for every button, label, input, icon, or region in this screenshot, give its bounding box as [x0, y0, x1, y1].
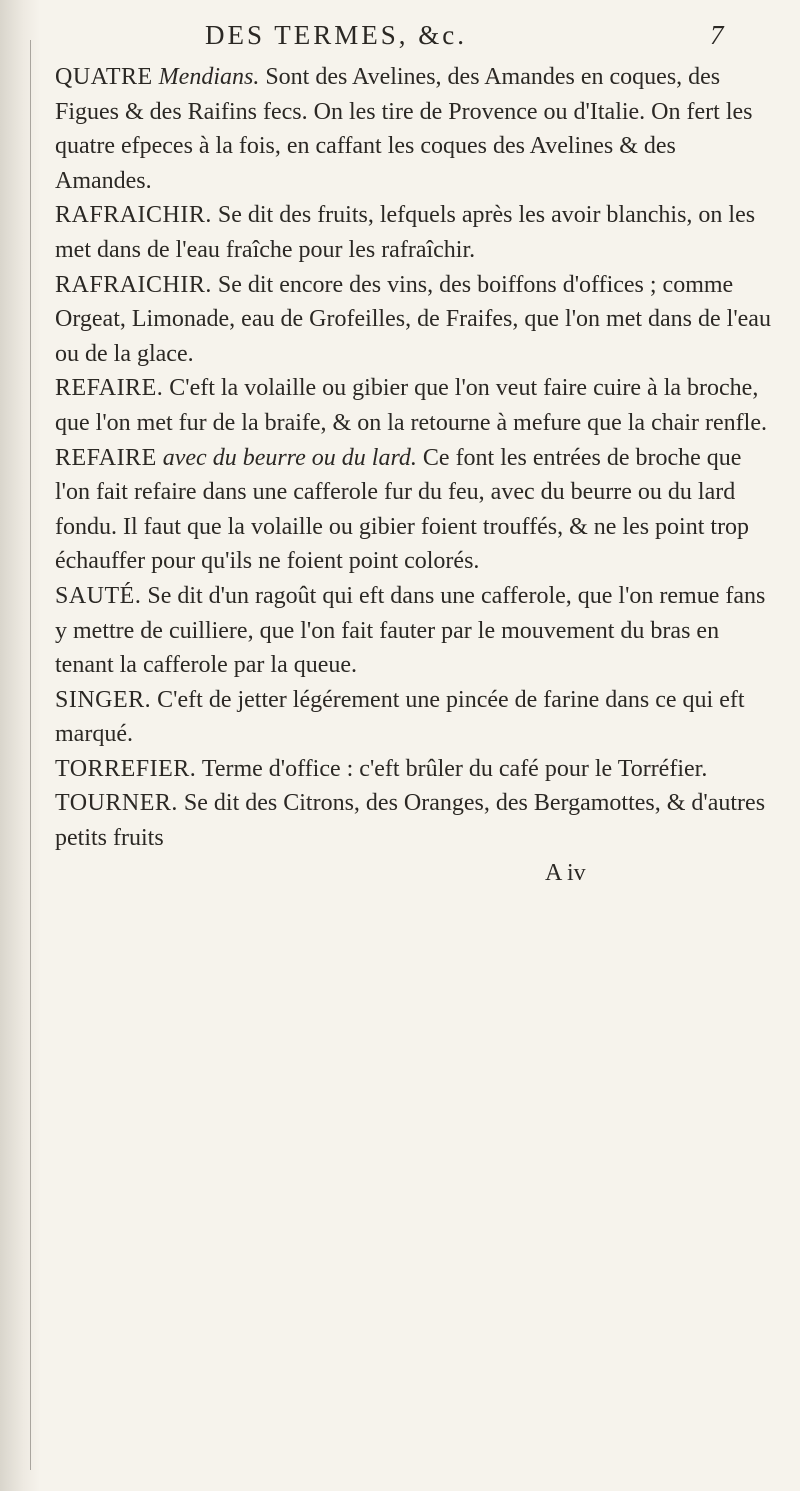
entry-definition: Se dit des Citrons, des Oranges, des Bergamottes, & d'autres petits fruits	[55, 790, 766, 852]
entry-qualifier: avec du beurre ou du lard.	[162, 444, 417, 471]
glossary-entry	[55, 579, 775, 683]
entry-headword: TORREFIER.	[55, 755, 197, 782]
glossary-entry	[55, 60, 775, 198]
glossary-text	[55, 60, 775, 890]
entry-headword: SINGER.	[55, 686, 152, 713]
glossary-entry	[55, 786, 775, 855]
running-title: DES TERMES, &c.	[205, 20, 468, 50]
entry-headword: QUATRE	[55, 64, 153, 90]
entry-headword: SAUTÉ.	[55, 582, 142, 609]
entry-definition: C'eft la volaille ou gibier que l'on veut faire cuire à la broche, que l'on met fur de la braife, & on la retourne à mefure que la chair renfle.	[55, 375, 767, 436]
entry-definition: Se dit encore des vins, des boiffons d'offices ; comme Orgeat, Limonade, eau de Grofeilles, de Fraifes, que l'on met dans de l'eau ou de la glace.	[55, 271, 771, 367]
binding-edge-line	[30, 40, 31, 1470]
entry-headword: RAFRAICHIR.	[55, 202, 212, 229]
entry-qualifier: Mendians.	[158, 64, 260, 90]
book-page	[55, 12, 775, 890]
entry-headword: REFAIRE.	[55, 375, 164, 402]
glossary-entry	[55, 441, 775, 579]
entry-definition: Terme d'office : c'eft brûler du café pour le Torréfier.	[201, 755, 708, 782]
binding-gutter	[0, 0, 40, 1491]
entry-definition: Sont des Avelines, des Amandes en coques, des Figues & des Raifins fecs. On les tire de Provence ou d'Italie. On fert les quatre efpeces à la fois, en caffant les coques des Avelines & des Amandes.	[55, 64, 753, 194]
glossary-entry	[55, 752, 775, 787]
signature-mark: A iv	[545, 859, 586, 886]
entry-headword: RAFRAICHIR.	[55, 271, 212, 298]
glossary-entry	[55, 683, 775, 752]
running-header	[55, 12, 775, 60]
entry-headword: REFAIRE	[55, 444, 157, 471]
glossary-entry	[55, 371, 775, 440]
entry-definition: Se dit d'un ragoût qui eft dans une cafferole, que l'on remue fans y mettre de cuilliere, que l'on fait fauter par le mouvement du bras en tenant la cafferole par la queue.	[55, 582, 766, 679]
glossary-entry	[55, 268, 775, 372]
entry-headword: TOURNER.	[55, 790, 178, 817]
glossary-entry	[55, 198, 775, 267]
entry-definition: Ce font les entrées de broche que l'on fait refaire dans une cafferole fur du feu, avec du beurre ou du lard fondu. Il faut que la volaille ou gibier foient trouffés, & ne les point trop échauffer pour qu'ils ne foient point colorés.	[55, 444, 750, 575]
entry-definition: Se dit des fruits, lefquels après les avoir blanchis, on les met dans de l'eau fraîche pour les rafraîchir.	[55, 202, 756, 263]
entry-definition: C'eft de jetter légérement une pincée de farine dans ce qui eft marqué.	[55, 686, 745, 748]
page-number: 7	[710, 20, 727, 50]
